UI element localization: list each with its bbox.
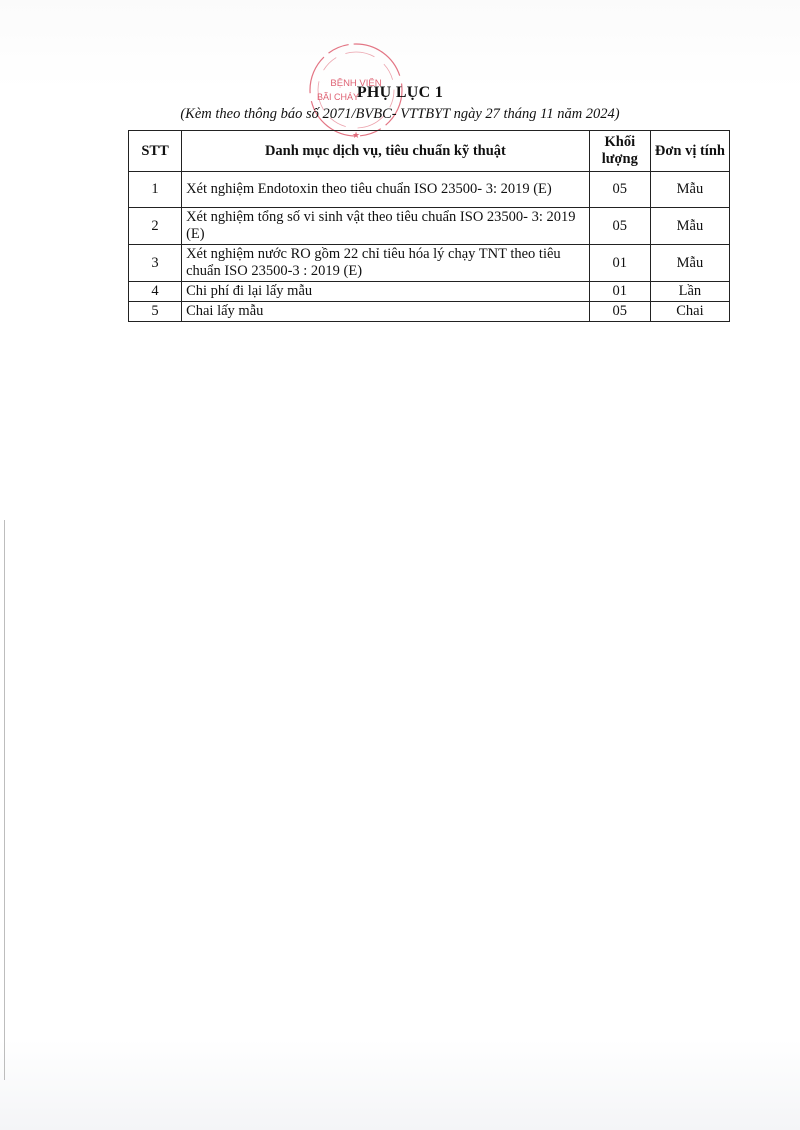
stamp-line-1: BỆNH VIỆN (330, 78, 382, 89)
cell-name: Chi phí đi lại lấy mẫu (182, 282, 590, 302)
header-stt: STT (129, 131, 182, 172)
cell-name: Xét nghiệm nước RO gồm 22 chỉ tiêu hóa lý chạy TNT theo tiêu chuẩn ISO 23500-3 : 2019 (E) (182, 245, 590, 282)
stamp-line-2: BÃI CHÁY (316, 92, 360, 102)
cell-stt: 2 (129, 208, 182, 245)
scan-edge-line (4, 520, 5, 1080)
header-unit: Đơn vị tính (650, 131, 729, 172)
table-row (129, 208, 730, 245)
cell-qty: 01 (589, 282, 650, 302)
table-row (129, 172, 730, 208)
service-table (128, 130, 730, 322)
cell-name: Chai lấy mẫu (182, 302, 590, 322)
cell-stt: 5 (129, 302, 182, 322)
cell-name: Xét nghiệm Endotoxin theo tiêu chuẩn ISO 23500- 3: 2019 (E) (182, 172, 590, 208)
cell-name: Xét nghiệm tổng số vi sinh vật theo tiêu chuẩn ISO 23500- 3: 2019 (E) (182, 208, 590, 245)
cell-qty: 05 (589, 302, 650, 322)
cell-stt: 3 (129, 245, 182, 282)
table-row (129, 282, 730, 302)
page-subtitle: (Kèm theo thông báo số 2071/BVBC- VTTBYT ngày 27 tháng 11 năm 2024) (180, 106, 620, 122)
svg-text:★: ★ (351, 130, 361, 140)
cell-unit: Lần (650, 282, 729, 302)
cell-stt: 4 (129, 282, 182, 302)
cell-unit: Mẫu (650, 208, 729, 245)
cell-unit: Mẫu (650, 245, 729, 282)
page-title: PHỤ LỤC 1 (356, 84, 444, 101)
cell-qty: 05 (589, 208, 650, 245)
header-qty: Khối lượng (589, 131, 650, 172)
cell-unit: Mẫu (650, 172, 729, 208)
cell-qty: 01 (589, 245, 650, 282)
table-header-row (129, 131, 730, 172)
table-row (129, 302, 730, 322)
cell-stt: 1 (129, 172, 182, 208)
table-row (129, 245, 730, 282)
cell-qty: 05 (589, 172, 650, 208)
header-name: Danh mục dịch vụ, tiêu chuẩn kỹ thuật (182, 131, 590, 172)
cell-unit: Chai (650, 302, 729, 322)
